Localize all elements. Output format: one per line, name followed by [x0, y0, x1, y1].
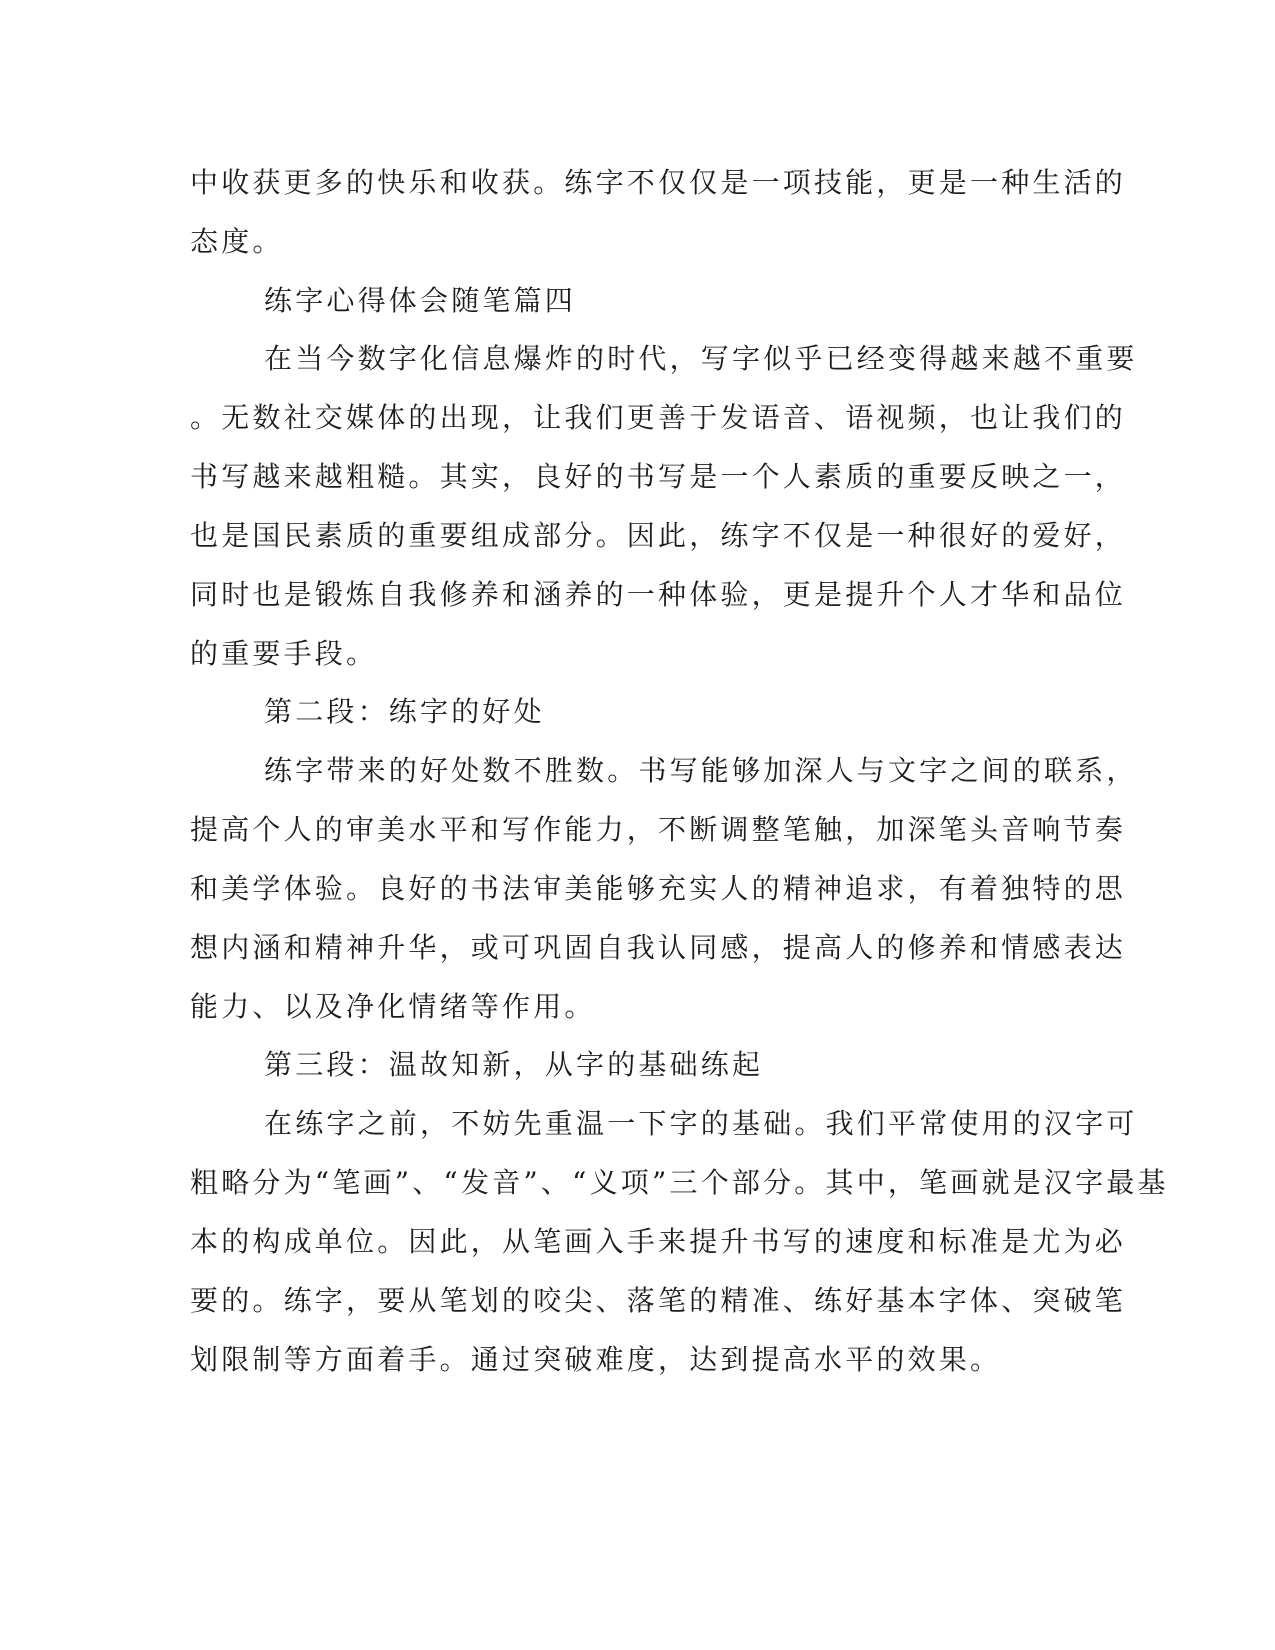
text-line-20: 要的。练字，要从笔划的咬尖、落笔的精准、练好基本字体、突破笔: [190, 1284, 1127, 1317]
section-heading-3: 第三段：温故知新，从字的基础练起: [264, 1048, 764, 1081]
text-line-9: 的重要手段。: [190, 637, 378, 670]
text-line-17: 在练字之前，不妨先重温一下字的基础。我们平常使用的汉字可: [264, 1107, 1138, 1140]
text-line-7: 也是国民素质的重要组成部分。因此，练字不仅是一种很好的爱好，: [190, 519, 1127, 552]
text-line-5: 。无数社交媒体的出现，让我们更善于发语音、语视频，也让我们的: [190, 401, 1127, 434]
text-line-18: 粗略分为“笔画”、“发音”、“义项”三个部分。其中，笔画就是汉字最基: [190, 1166, 1169, 1199]
section-heading-2: 第二段：练字的好处: [264, 695, 545, 728]
text-line-6: 书写越来越粗糙。其实，良好的书写是一个人素质的重要反映之一，: [190, 460, 1127, 493]
text-line-19: 本的构成单位。因此，从笔画入手来提升书写的速度和标准是尤为必: [190, 1225, 1127, 1258]
text-line-11: 练字带来的好处数不胜数。书写能够加深人与文字之间的联系，: [264, 754, 1138, 787]
text-line-1: 中收获更多的快乐和收获。练字不仅仅是一项技能，更是一种生活的: [190, 166, 1127, 199]
section-title-essay-four: 练字心得体会随笔篇四: [264, 284, 577, 317]
text-line-4: 在当今数字化信息爆炸的时代，写字似乎已经变得越来越不重要: [264, 342, 1138, 375]
text-line-14: 想内涵和精神升华，或可巩固自我认同感，提高人的修养和情感表达: [190, 931, 1127, 964]
text-line-12: 提高个人的审美水平和写作能力，不断调整笔触，加深笔头音响节奏: [190, 813, 1127, 846]
text-line-21: 划限制等方面着手。通过突破难度，达到提高水平的效果。: [190, 1343, 1002, 1376]
text-line-2: 态度。: [190, 225, 284, 258]
text-line-13: 和美学体验。良好的书法审美能够充实人的精神追求，有着独特的思: [190, 872, 1127, 905]
text-line-15: 能力、以及净化情绪等作用。: [190, 990, 596, 1023]
text-line-8: 同时也是锻炼自我修养和涵养的一种体验，更是提升个人才华和品位: [190, 578, 1127, 611]
